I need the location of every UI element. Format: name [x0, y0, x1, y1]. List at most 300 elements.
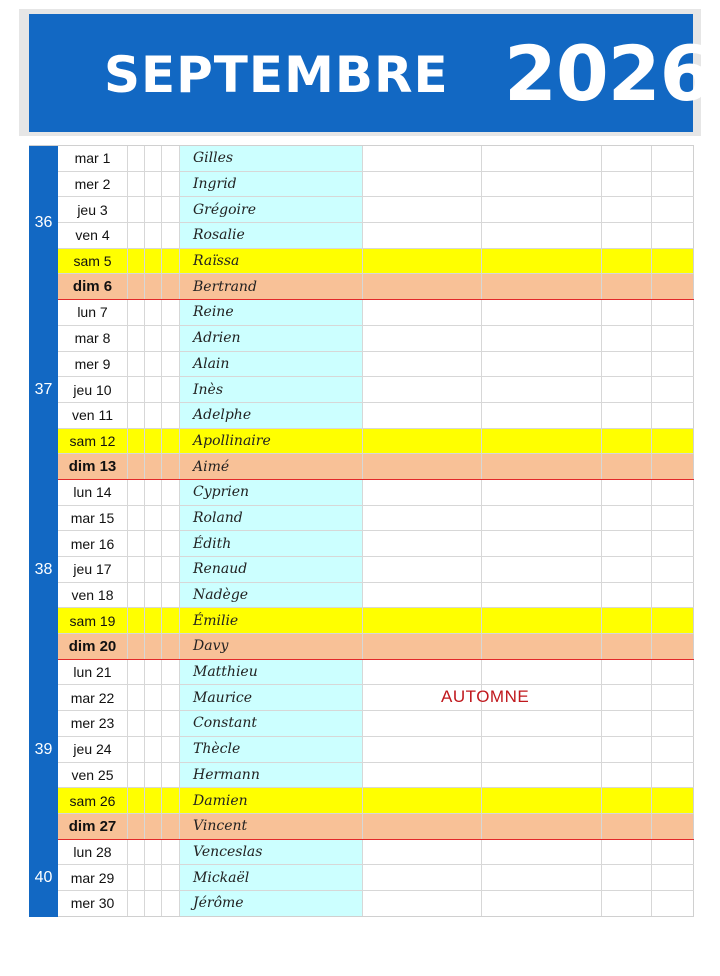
note-cell: [482, 891, 602, 916]
note-cell: [162, 814, 180, 839]
note-cell: [363, 197, 482, 222]
note-cell: [652, 403, 694, 428]
day-date: jeu 17: [58, 557, 128, 582]
note-cell: [482, 403, 602, 428]
note-cell: [602, 531, 652, 556]
note-cell: [482, 429, 602, 454]
note-cell: [602, 300, 652, 325]
note-cell: [363, 146, 482, 171]
saint-name: Renaud: [180, 557, 363, 582]
note-cell: [145, 403, 162, 428]
calendar-grid: [29, 145, 694, 917]
note-cell: [482, 454, 602, 479]
note-cell: [482, 506, 602, 531]
day-row: [58, 197, 694, 223]
note-cell: [128, 814, 145, 839]
note-cell: [145, 377, 162, 402]
note-cell: [602, 840, 652, 865]
note-cell: [363, 454, 482, 479]
note-cell: [602, 763, 652, 788]
note-cell: [602, 788, 652, 813]
note-cell: [145, 557, 162, 582]
week-days: [58, 146, 694, 300]
note-cell: [602, 377, 652, 402]
note-cell: [145, 429, 162, 454]
note-cell: [128, 711, 145, 736]
note-cell: [602, 891, 652, 916]
note-cell: [162, 146, 180, 171]
note-cell: [145, 300, 162, 325]
week-days: [58, 660, 694, 840]
note-cell: [482, 274, 602, 299]
note-cell: [128, 480, 145, 505]
note-cell: [602, 403, 652, 428]
note-cell: [145, 763, 162, 788]
day-row-sunday: [58, 454, 694, 480]
note-cell: [128, 352, 145, 377]
saint-name: Édith: [180, 531, 363, 556]
saint-name: Rosalie: [180, 223, 363, 248]
note-cell: [363, 557, 482, 582]
note-cell: [652, 274, 694, 299]
note-cell: [602, 249, 652, 274]
note-cell: [128, 660, 145, 685]
saint-name: Jérôme: [180, 891, 363, 916]
note-cell: [363, 403, 482, 428]
note-cell: [363, 711, 482, 736]
note-cell: [128, 788, 145, 813]
note-cell: [162, 172, 180, 197]
note-cell: [652, 480, 694, 505]
saint-name: Aimé: [180, 454, 363, 479]
saint-name: Adelphe: [180, 403, 363, 428]
note-cell: [602, 172, 652, 197]
note-cell: [162, 840, 180, 865]
week-number: 38: [29, 480, 58, 660]
note-cell: [363, 326, 482, 351]
note-cell: [652, 634, 694, 659]
day-row: [58, 352, 694, 378]
note-cell: [602, 865, 652, 890]
note-cell: [602, 429, 652, 454]
note-cell: [162, 788, 180, 813]
day-date: ven 4: [58, 223, 128, 248]
note-cell: [128, 274, 145, 299]
note-cell: [482, 634, 602, 659]
note-cell: [602, 352, 652, 377]
day-row-saturday: [58, 429, 694, 455]
note-cell: [482, 865, 602, 890]
day-date: sam 12: [58, 429, 128, 454]
note-cell: [363, 377, 482, 402]
day-row: [58, 146, 694, 172]
note-cell: [128, 634, 145, 659]
week-number: 39: [29, 660, 58, 840]
note-cell: [602, 685, 652, 710]
note-cell: [602, 326, 652, 351]
day-date: lun 21: [58, 660, 128, 685]
note-cell: [145, 146, 162, 171]
note-cell: [145, 274, 162, 299]
note-cell: [652, 531, 694, 556]
day-row: [58, 403, 694, 429]
note-cell: [162, 429, 180, 454]
note-cell: [363, 172, 482, 197]
note-cell: [145, 326, 162, 351]
note-cell: [162, 531, 180, 556]
note-cell: [363, 506, 482, 531]
note-cell: [602, 557, 652, 582]
note-cell: [162, 557, 180, 582]
note-cell: [363, 274, 482, 299]
note-cell: [652, 172, 694, 197]
note-cell: [145, 737, 162, 762]
note-cell: [652, 660, 694, 685]
day-date: mar 22: [58, 685, 128, 710]
note-cell: [162, 685, 180, 710]
note-cell: [602, 506, 652, 531]
note-cell: [128, 223, 145, 248]
day-date: mer 30: [58, 891, 128, 916]
note-cell: [482, 249, 602, 274]
week-block: [29, 840, 694, 917]
note-cell: [482, 146, 602, 171]
note-cell: [482, 480, 602, 505]
note-cell: [363, 480, 482, 505]
note-cell: [162, 711, 180, 736]
day-row: [58, 763, 694, 789]
note-cell: [363, 608, 482, 633]
note-cell: [363, 788, 482, 813]
note-cell: [482, 711, 602, 736]
note-cell: [363, 583, 482, 608]
day-row-sunday: [58, 274, 694, 300]
note-cell: [602, 711, 652, 736]
day-row: [58, 840, 694, 866]
note-cell: [128, 403, 145, 428]
saint-name: Adrien: [180, 326, 363, 351]
week-days: [58, 480, 694, 660]
note-cell: [128, 685, 145, 710]
saint-name: Damien: [180, 788, 363, 813]
note-cell: [652, 788, 694, 813]
note-cell: [652, 608, 694, 633]
note-cell: [652, 223, 694, 248]
note-cell: [602, 583, 652, 608]
note-cell: [162, 608, 180, 633]
note-cell: [602, 197, 652, 222]
note-cell: [652, 352, 694, 377]
note-cell: [128, 763, 145, 788]
note-cell: [602, 660, 652, 685]
day-row: [58, 506, 694, 532]
day-row-saturday: [58, 249, 694, 275]
note-cell: [128, 249, 145, 274]
note-cell: [602, 634, 652, 659]
note-cell: [162, 454, 180, 479]
note-cell: [652, 429, 694, 454]
note-cell: [145, 454, 162, 479]
note-cell: [162, 377, 180, 402]
note-cell: [145, 891, 162, 916]
note-cell: [482, 737, 602, 762]
day-date: mar 15: [58, 506, 128, 531]
saint-name: Reine: [180, 300, 363, 325]
note-cell: [162, 737, 180, 762]
note-cell: [145, 223, 162, 248]
note-cell: [363, 865, 482, 890]
day-row: [58, 300, 694, 326]
note-cell: [652, 454, 694, 479]
note-cell: [652, 737, 694, 762]
week-days: [58, 840, 694, 917]
note-cell: [482, 660, 602, 685]
day-date: lun 14: [58, 480, 128, 505]
week-number: 36: [29, 146, 58, 300]
note-cell: [145, 197, 162, 222]
saint-name: Maurice: [180, 685, 363, 710]
day-row: [58, 865, 694, 891]
day-row: [58, 531, 694, 557]
week-block: [29, 146, 694, 300]
note-cell: [162, 891, 180, 916]
note-cell: [602, 480, 652, 505]
saint-name: Alain: [180, 352, 363, 377]
note-cell: [162, 249, 180, 274]
day-row-saturday: [58, 788, 694, 814]
note-cell: [128, 172, 145, 197]
week-days: [58, 300, 694, 480]
saint-name: Matthieu: [180, 660, 363, 685]
note-cell: [145, 634, 162, 659]
saint-name: Venceslas: [180, 840, 363, 865]
note-cell: [363, 737, 482, 762]
note-cell: [145, 480, 162, 505]
note-cell: [602, 608, 652, 633]
note-cell: [128, 146, 145, 171]
note-cell: [652, 197, 694, 222]
day-date: jeu 10: [58, 377, 128, 402]
note-cell: [602, 737, 652, 762]
saint-name: Mickaël: [180, 865, 363, 890]
day-row: [58, 480, 694, 506]
note-cell: [482, 197, 602, 222]
saint-name: Thècle: [180, 737, 363, 762]
note-cell: [652, 763, 694, 788]
note-cell: [145, 506, 162, 531]
note-cell: [128, 377, 145, 402]
saint-name: Ingrid: [180, 172, 363, 197]
day-date: dim 20: [58, 634, 128, 659]
saint-name: Roland: [180, 506, 363, 531]
year-title: 2026: [504, 29, 712, 118]
note-cell: [652, 326, 694, 351]
day-date: lun 7: [58, 300, 128, 325]
note-cell: [128, 608, 145, 633]
day-date: dim 6: [58, 274, 128, 299]
day-date: mer 16: [58, 531, 128, 556]
day-row: [58, 711, 694, 737]
note-cell: [482, 557, 602, 582]
note-cell: [482, 300, 602, 325]
week-number: 40: [29, 840, 58, 917]
day-row: [58, 891, 694, 917]
note-cell: [652, 583, 694, 608]
day-date: mar 1: [58, 146, 128, 171]
week-block: [29, 660, 694, 840]
day-date: mar 8: [58, 326, 128, 351]
day-date: mar 29: [58, 865, 128, 890]
note-cell: [145, 583, 162, 608]
note-cell: [652, 814, 694, 839]
note-cell: [128, 557, 145, 582]
note-cell: [162, 583, 180, 608]
month-title: SEPTEMBRE: [104, 46, 449, 104]
note-cell: [162, 660, 180, 685]
note-cell: [128, 197, 145, 222]
note-cell: [162, 506, 180, 531]
week-number: 37: [29, 300, 58, 480]
note-cell: [652, 891, 694, 916]
note-cell: [145, 531, 162, 556]
note-cell: [128, 531, 145, 556]
day-date: sam 26: [58, 788, 128, 813]
note-cell: [482, 377, 602, 402]
saint-name: Hermann: [180, 763, 363, 788]
day-row-sunday: [58, 634, 694, 660]
note-cell: [363, 352, 482, 377]
note-cell: [162, 403, 180, 428]
day-date: sam 19: [58, 608, 128, 633]
note-cell: [652, 840, 694, 865]
day-date: lun 28: [58, 840, 128, 865]
note-cell: [482, 326, 602, 351]
note-cell: [363, 763, 482, 788]
day-date: mer 2: [58, 172, 128, 197]
note-cell: [128, 583, 145, 608]
note-cell: [162, 480, 180, 505]
note-cell: [652, 249, 694, 274]
note-cell: [145, 711, 162, 736]
note-cell: [162, 326, 180, 351]
day-row: [58, 660, 694, 686]
note-cell: [482, 172, 602, 197]
note-cell: [145, 352, 162, 377]
saint-name: Davy: [180, 634, 363, 659]
note-cell: [363, 840, 482, 865]
saint-name: Cyprien: [180, 480, 363, 505]
note-cell: [363, 531, 482, 556]
day-row: [58, 737, 694, 763]
note-cell: [162, 634, 180, 659]
day-row: [58, 583, 694, 609]
note-cell: [652, 146, 694, 171]
note-cell: [363, 634, 482, 659]
note-cell: [602, 274, 652, 299]
day-row-saturday: [58, 608, 694, 634]
note-cell: [652, 685, 694, 710]
day-date: sam 5: [58, 249, 128, 274]
note-cell: [482, 608, 602, 633]
note-cell: [652, 711, 694, 736]
note-cell: [652, 557, 694, 582]
day-date: dim 13: [58, 454, 128, 479]
note-cell: [128, 506, 145, 531]
note-cell: [602, 454, 652, 479]
note-cell: [162, 300, 180, 325]
saint-name: Émilie: [180, 608, 363, 633]
saint-name: Vincent: [180, 814, 363, 839]
note-cell: [128, 865, 145, 890]
saint-name: Apollinaire: [180, 429, 363, 454]
day-date: jeu 3: [58, 197, 128, 222]
note-cell: [363, 814, 482, 839]
day-row: [58, 377, 694, 403]
note-cell: [145, 685, 162, 710]
note-cell: [602, 146, 652, 171]
day-row: [58, 685, 694, 711]
note-cell: [145, 840, 162, 865]
note-cell: [652, 865, 694, 890]
note-cell: [145, 814, 162, 839]
note-cell: [162, 197, 180, 222]
saint-name: Grégoire: [180, 197, 363, 222]
note-cell: [363, 223, 482, 248]
note-cell: [162, 763, 180, 788]
note-cell: [363, 300, 482, 325]
week-block: [29, 300, 694, 480]
note-cell: [128, 891, 145, 916]
note-cell: [128, 300, 145, 325]
note-cell: [162, 865, 180, 890]
day-date: ven 25: [58, 763, 128, 788]
note-cell: [482, 352, 602, 377]
note-cell: [128, 429, 145, 454]
day-date: mer 23: [58, 711, 128, 736]
saint-name: Raïssa: [180, 249, 363, 274]
day-row-sunday: [58, 814, 694, 840]
saint-name: Bertrand: [180, 274, 363, 299]
note-cell: [128, 737, 145, 762]
note-cell: [363, 249, 482, 274]
note-cell: [482, 814, 602, 839]
saint-name: Nadège: [180, 583, 363, 608]
note-cell: [145, 249, 162, 274]
day-row: [58, 326, 694, 352]
note-cell: [363, 891, 482, 916]
note-cell: [162, 352, 180, 377]
day-date: ven 11: [58, 403, 128, 428]
day-row: [58, 172, 694, 198]
saint-name: Gilles: [180, 146, 363, 171]
note-cell: [145, 172, 162, 197]
note-cell: [482, 763, 602, 788]
note-cell: [145, 788, 162, 813]
day-row: [58, 223, 694, 249]
note-cell: [128, 326, 145, 351]
note-cell: [482, 583, 602, 608]
note-cell: [652, 377, 694, 402]
note-cell: [482, 788, 602, 813]
note-cell: [363, 660, 482, 685]
note-cell: [482, 223, 602, 248]
note-cell: [482, 840, 602, 865]
saint-name: Inès: [180, 377, 363, 402]
note-cell: [602, 814, 652, 839]
day-date: ven 18: [58, 583, 128, 608]
note-cell: [652, 506, 694, 531]
day-row: [58, 557, 694, 583]
